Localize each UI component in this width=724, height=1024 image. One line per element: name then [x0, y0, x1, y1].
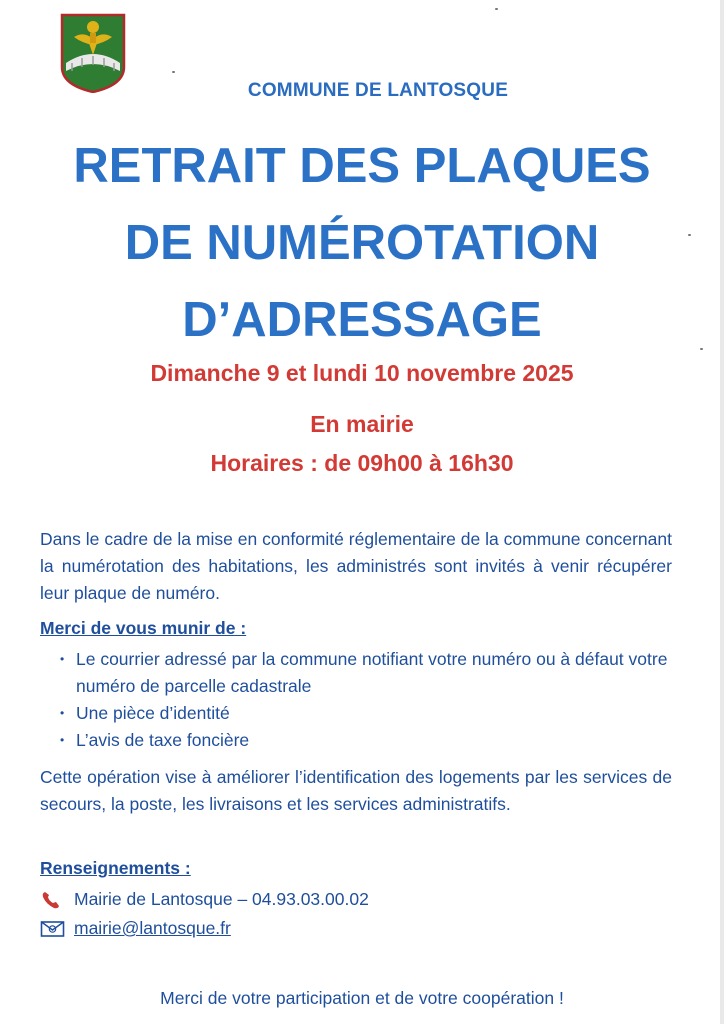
- title-line: DE NUMÉROTATION: [124, 216, 600, 270]
- event-hours: Horaires : de 09h00 à 16h30: [210, 450, 514, 476]
- email-icon: [40, 919, 66, 939]
- list-item-text: Une pièce d’identité: [76, 703, 230, 723]
- bullet-icon: •: [60, 652, 65, 666]
- phone-icon: [40, 890, 66, 910]
- bullet-icon: •: [60, 733, 65, 747]
- commune-name: COMMUNE DE LANTOSQUE: [247, 80, 509, 101]
- scan-speck: [172, 71, 175, 73]
- intro-paragraph: Dans le cadre de la mise en conformité réglementaire de la commune concernant la numérotation des habitations, les administrés sont invités à venir récupérer leur plaque de numéro.: [40, 529, 672, 603]
- footer-thanks: Merci de votre participation et de votre coopération !: [160, 988, 564, 1008]
- scan-speck: [700, 348, 703, 350]
- list-item: [60, 646, 680, 700]
- list-item: [60, 700, 680, 727]
- documents-list: [60, 646, 680, 754]
- contact-phone: [40, 889, 369, 910]
- list-item: [60, 727, 680, 754]
- phone-text: Mairie de Lantosque – 04.93.03.00.02: [74, 889, 369, 909]
- scan-speck: [495, 8, 498, 10]
- contact-email: [40, 918, 231, 939]
- email-link[interactable]: mairie@lantosque.fr: [74, 918, 231, 938]
- scan-speck: [688, 234, 691, 236]
- bullet-icon: •: [60, 706, 65, 720]
- event-location: En mairie: [310, 411, 414, 437]
- list-item-text: Le courrier adressé par la commune notifiant votre numéro ou à défaut votre numéro de parcelle cadastrale: [76, 649, 668, 696]
- title-line: RETRAIT DES PLAQUES: [73, 139, 651, 193]
- event-date: Dimanche 9 et lundi 10 novembre 2025: [150, 360, 574, 386]
- title-line: D’ADRESSAGE: [182, 293, 542, 347]
- page-title: [0, 128, 724, 359]
- documents-heading: Merci de vous munir de :: [40, 618, 247, 638]
- contact-heading: Renseignements :: [40, 858, 191, 878]
- purpose-paragraph: Cette opération vise à améliorer l’identification des logements par les services de secours, la poste, les livraisons et les services administratifs.: [40, 767, 672, 814]
- list-item-text: L’avis de taxe foncière: [76, 730, 250, 750]
